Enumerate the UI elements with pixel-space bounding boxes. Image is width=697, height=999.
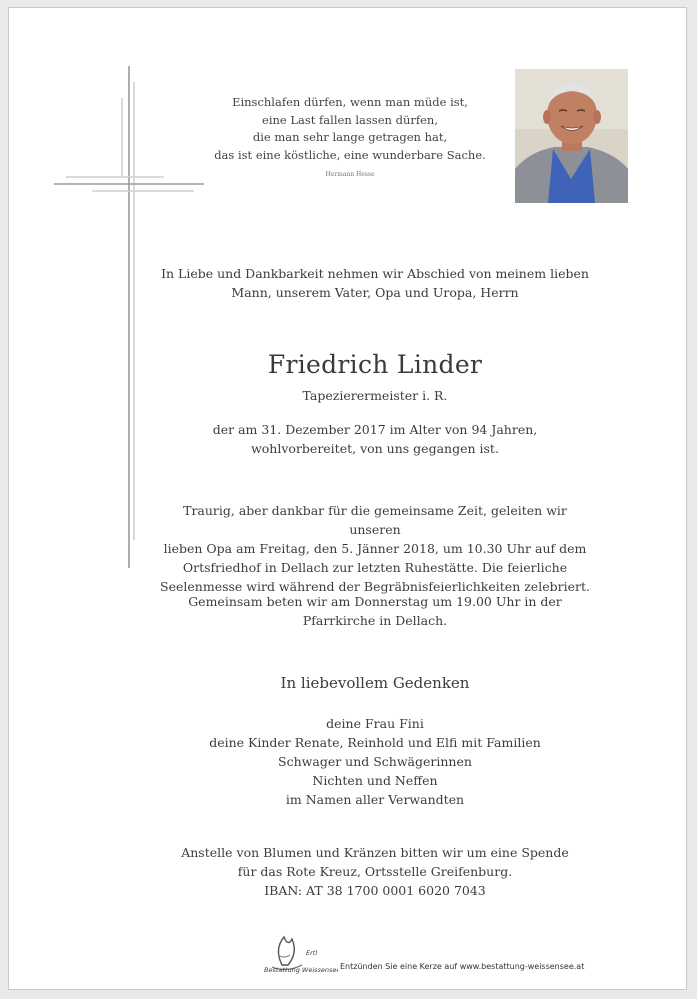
mourner-line: deine Frau Fini xyxy=(326,716,424,731)
funeral-home-logo xyxy=(258,925,338,975)
donation-request xyxy=(150,843,600,900)
quote-line: eine Last fallen lassen dürfen, xyxy=(262,112,438,127)
donation-line: IBAN: AT 38 1700 0001 6020 7043 xyxy=(264,883,486,898)
logo-line1: Ertl xyxy=(306,949,318,957)
prayer-line: Pfarrkirche in Dellach. xyxy=(302,613,448,628)
intro-line: Mann, unserem Vater, Opa und Uropa, Herrn xyxy=(231,285,519,300)
funeral-line: Ortsfriedhof in Dellach zur letzten Ruhestätte. Die feierliche xyxy=(182,560,568,575)
quote-line: das ist eine köstliche, eine wunderbare Sache. xyxy=(214,147,486,162)
funeral-line: Traurig, aber dankbar für die gemeinsame Zeit, geleiten wir unseren xyxy=(183,503,567,537)
portrait-photo xyxy=(515,69,628,203)
quote-line: die man sehr lange getragen hat, xyxy=(252,130,448,144)
funeral-line: lieben Opa am Freitag, den 5. Jänner 2018, um 10.30 Uhr auf dem xyxy=(163,541,587,556)
mourner-line: im Namen aller Verwandten xyxy=(285,792,465,807)
prayer-line: Gemeinsam beten wir am Donnerstag um 19.00 Uhr in der xyxy=(188,594,562,609)
mourners-list xyxy=(180,714,570,809)
donation-line: Anstelle von Blumen und Kränzen bitten wir um eine Spende xyxy=(181,845,569,860)
logo-line2: Bestattung Weissensee xyxy=(264,966,338,974)
deceased-profession: Tapezierermeister i. R. xyxy=(302,388,448,403)
memory-heading: In liebevollem Gedenken xyxy=(280,674,470,692)
mourner-line: Schwager und Schwägerinnen xyxy=(278,754,472,769)
death-line: der am 31. Dezember 2017 im Alter von 94 Jahren, xyxy=(212,422,538,437)
intro-line: In Liebe und Dankbarkeit nehmen wir Abschied von meinem lieben xyxy=(161,266,589,281)
farewell-intro xyxy=(150,264,600,302)
deceased-name: Friedrich Linder xyxy=(267,350,483,379)
death-line: wohlvorbereitet, von uns gegangen ist. xyxy=(251,441,499,456)
funeral-details xyxy=(160,501,590,596)
quote xyxy=(200,94,500,164)
quote-line: Einschlafen dürfen, wenn man müde ist, xyxy=(232,95,468,109)
mourner-line: Nichten und Neffen xyxy=(312,773,438,788)
death-notice xyxy=(180,420,570,458)
funeral-line: Seelenmesse wird während der Begräbnisfeierlichkeiten zelebriert. xyxy=(160,579,590,594)
prayer-details xyxy=(180,592,570,630)
candle-link[interactable]: Entzünden Sie eine Kerze auf www.bestattung-weissensee.at xyxy=(340,962,585,971)
quote-author: Hermann Hesse xyxy=(325,171,375,178)
donation-line: für das Rote Kreuz, Ortsstelle Greifenburg. xyxy=(237,864,513,879)
mourner-line: deine Kinder Renate, Reinhold und Elfi mit Familien xyxy=(209,735,541,750)
